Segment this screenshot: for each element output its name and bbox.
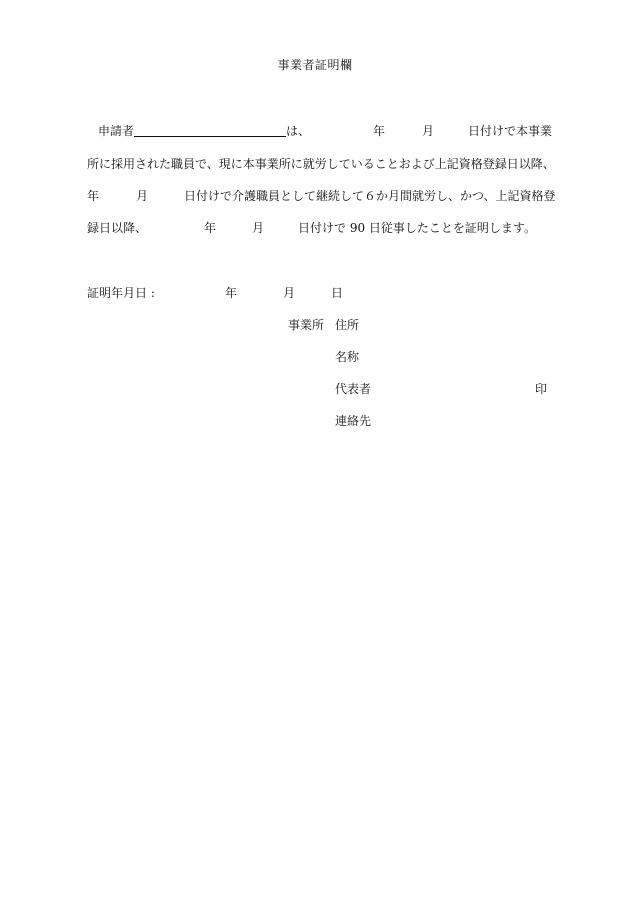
page-title: 事業者証明欄	[277, 58, 353, 72]
contact-label: 連絡先	[335, 414, 372, 428]
service-year-label: 年	[204, 221, 217, 235]
employment-month-label: 月	[422, 124, 435, 138]
certification-year-label: 年	[225, 286, 238, 300]
certification-date-label: 証明年月日 :	[87, 286, 155, 300]
name-label: 名称	[335, 350, 360, 364]
representative-label: 代表者	[335, 382, 372, 396]
address-label: 住所	[335, 318, 360, 332]
certification-day-label: 日	[331, 286, 344, 300]
employment-year-label: 年	[373, 124, 386, 138]
office-label: 事業所	[288, 318, 325, 332]
applicant-suffix: は、	[286, 124, 311, 138]
seal-label: 印	[535, 382, 548, 396]
applicant-name-blank	[134, 124, 286, 137]
line1-tail: 日付けで本事業	[468, 124, 553, 138]
line2-text: 所に採用された職員で、現に本事業所に就労していることおよび上記資格登録日以降、	[87, 157, 555, 171]
line3-tail: 日付けで介護職員として継続して６か月間就労し、かつ、上記資格登	[184, 189, 556, 203]
applicant-row	[98, 122, 310, 139]
work-start-year-label: 年	[87, 189, 100, 203]
line4-head: 録日以降、	[87, 221, 148, 235]
certification-month-label: 月	[283, 286, 296, 300]
line4-tail: 日付けで 90 日従事したことを証明します。	[298, 221, 536, 235]
work-start-month-label: 月	[136, 189, 149, 203]
applicant-label: 申請者	[98, 124, 135, 138]
service-month-label: 月	[252, 221, 265, 235]
